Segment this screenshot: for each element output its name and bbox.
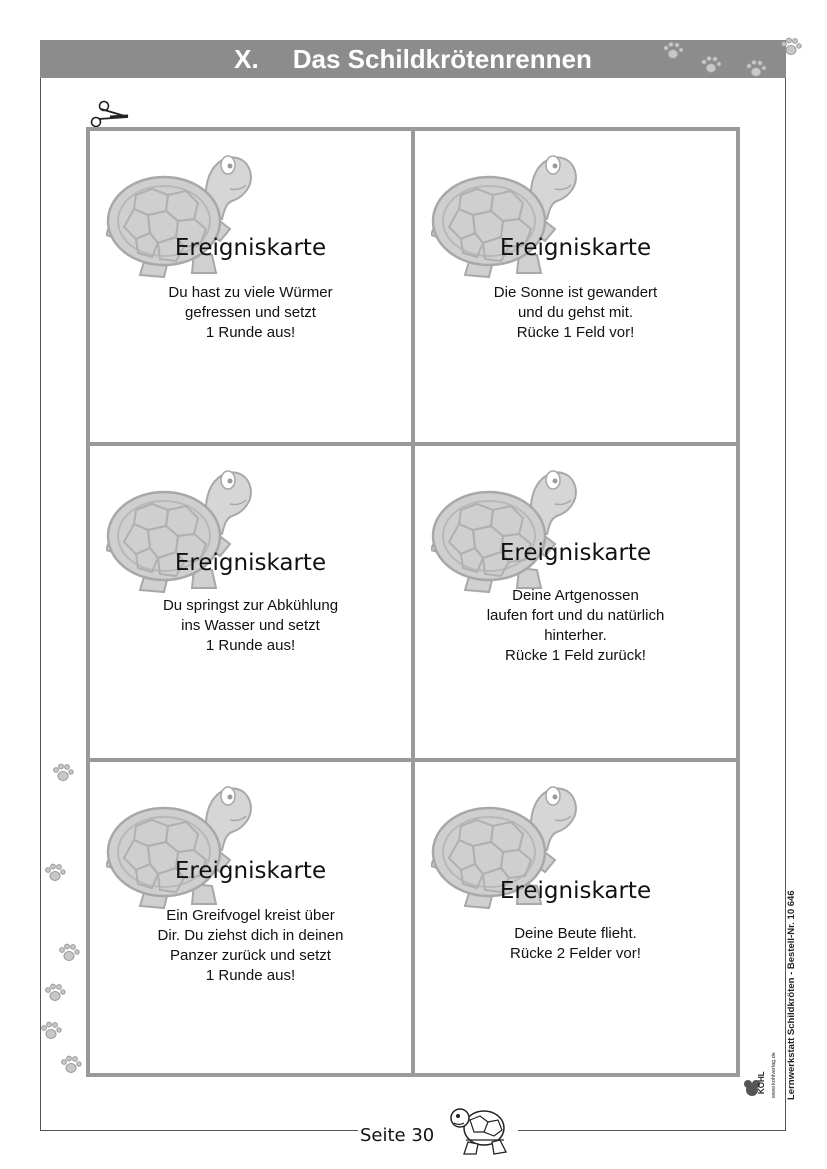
chapter-number: X.	[234, 43, 259, 74]
card-title: Ereigniskarte	[174, 857, 327, 884]
turtle-icon	[106, 460, 266, 600]
card-title: Ereigniskarte	[499, 877, 652, 904]
side-imprint: Lernwerkstatt Schildkröten - Bestell-Nr. 10 646	[786, 890, 797, 1100]
paw-print-icon	[745, 58, 767, 80]
card-text: Deine Artgenossen laufen fort und du natürlich hinterher. Rücke 1 Feld zurück!	[486, 587, 665, 665]
card-text: Deine Beute flieht. Rücke 2 Felder vor!	[510, 924, 641, 962]
turtle-icon	[431, 145, 591, 285]
turtle-icon	[446, 1100, 510, 1158]
event-card[interactable]	[90, 446, 411, 757]
event-card-grid	[86, 127, 740, 1077]
frame-bottom-right	[518, 1130, 786, 1131]
paw-print-icon	[52, 762, 74, 784]
event-card[interactable]	[90, 131, 411, 442]
page-number: Seite 30	[360, 1125, 435, 1146]
card-text: Du hast zu viele Würmer gefressen und setzt 1 Runde aus!	[168, 284, 333, 341]
event-card[interactable]	[415, 446, 736, 757]
card-title: Ereigniskarte	[174, 235, 327, 261]
card-text: Ein Greifvogel kreist über Dir. Du ziehst dich in deinen Panzer zurück und setzt 1 Runde aus!	[157, 906, 344, 984]
publisher-logo	[742, 1030, 778, 1100]
frame-left	[40, 78, 41, 1130]
event-card[interactable]	[415, 762, 736, 1073]
event-card[interactable]	[415, 131, 736, 442]
paw-print-icon	[60, 1054, 82, 1076]
card-text: Die Sonne ist gewandert und du gehst mit. Rücke 1 Feld vor!	[493, 284, 658, 341]
paw-print-icon	[40, 1020, 62, 1042]
scissors-icon	[88, 100, 130, 130]
turtle-icon	[106, 145, 266, 285]
paw-print-icon	[662, 40, 684, 62]
paw-print-icon	[58, 942, 80, 964]
event-card[interactable]	[90, 762, 411, 1073]
paw-print-icon	[700, 54, 722, 76]
turtle-icon	[106, 776, 266, 916]
card-title: Ereigniskarte	[174, 550, 327, 577]
publisher-name: KOHL	[757, 1071, 766, 1094]
publisher-url: www.kohlverlag.de	[771, 1052, 777, 1098]
turtle-icon	[431, 460, 591, 600]
card-title: Ereigniskarte	[499, 540, 652, 567]
card-text: Du springst zur Abkühlung ins Wasser und setzt 1 Runde aus!	[162, 597, 339, 655]
paw-print-icon	[44, 982, 66, 1004]
frame-bottom-left	[40, 1130, 358, 1131]
card-title: Ereigniskarte	[499, 235, 652, 261]
paw-print-icon	[780, 36, 802, 58]
paw-print-icon	[44, 862, 66, 884]
chapter-title: Das Schildkrötenrennen	[292, 43, 592, 74]
